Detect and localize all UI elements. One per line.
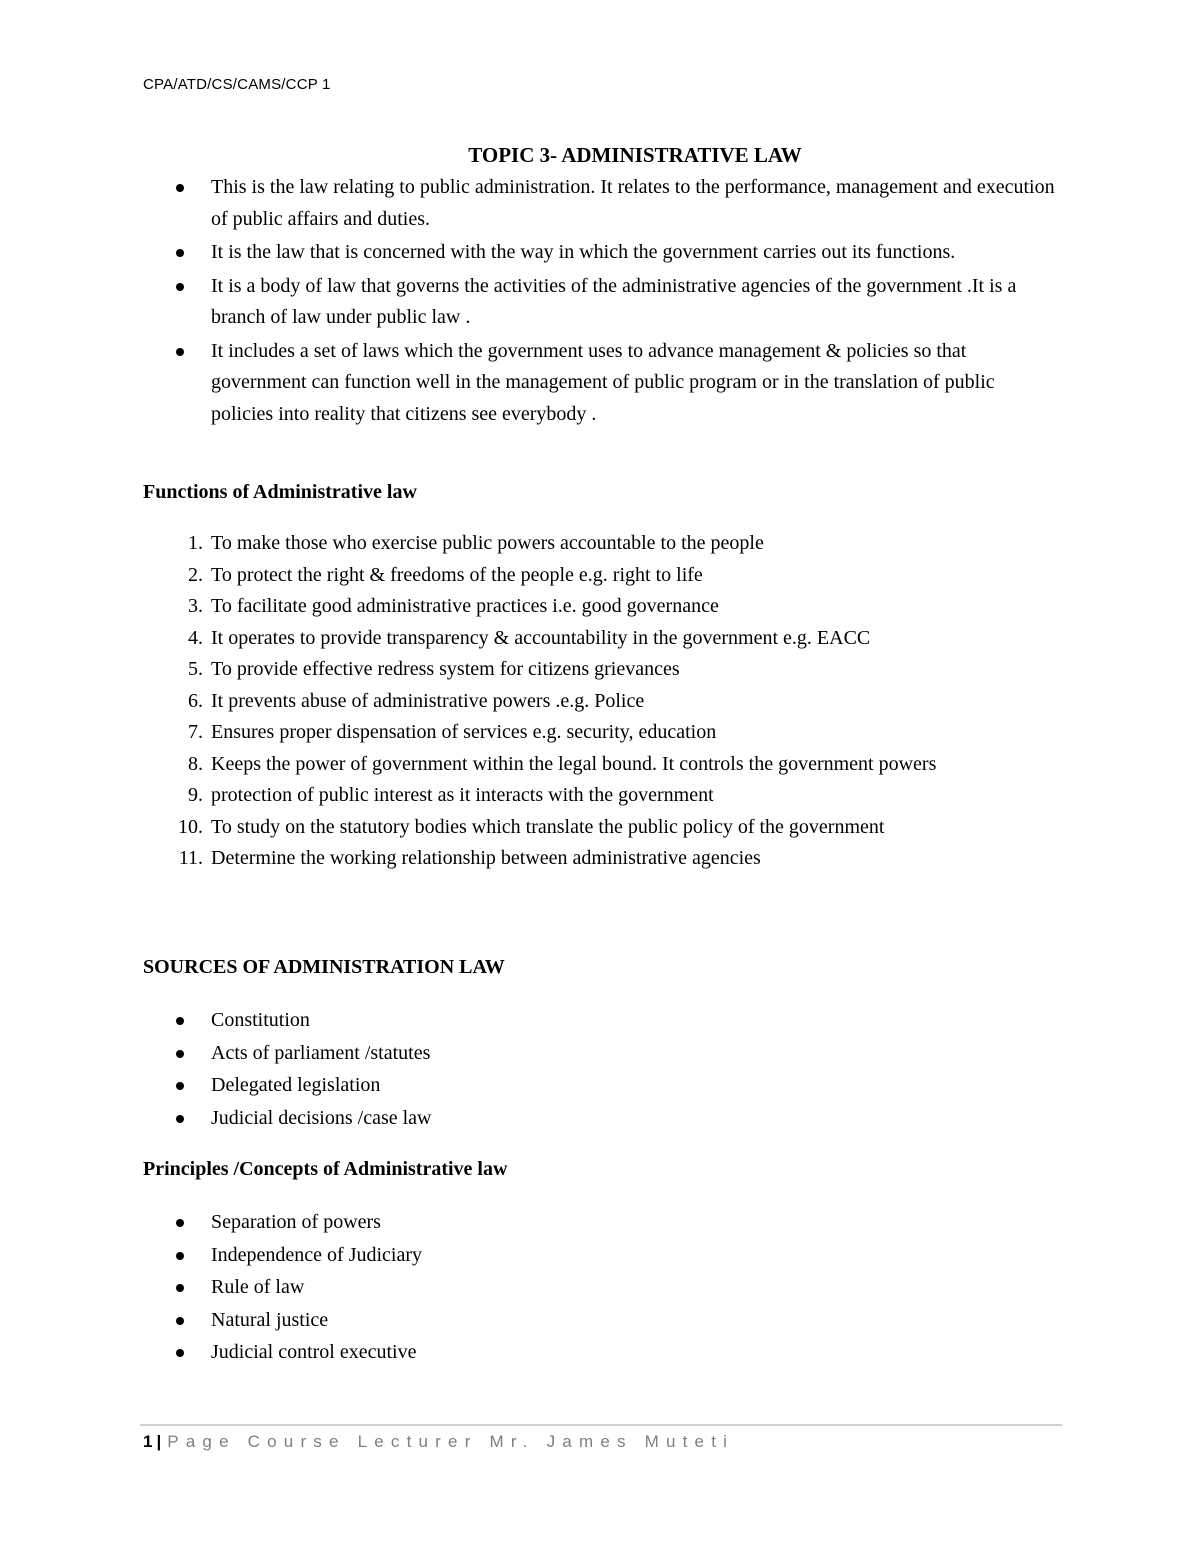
bullet-icon: [176, 1115, 184, 1123]
bullet-icon: [176, 1219, 184, 1227]
list-item: 9. protection of public interest as it interacts with the government: [188, 784, 714, 806]
footer-text: Page Course Lecturer Mr. James Muteti: [167, 1432, 735, 1451]
list-item: 6. It prevents abuse of administrative powers .e.g. Police: [188, 689, 645, 712]
list-item: 4. It operates to provide transparency & accountability in the government e.g. EACC: [188, 626, 871, 649]
page-number: 1: [143, 1432, 153, 1451]
list-item: 2. To protect the right & freedoms of the people e.g. right to life: [188, 563, 703, 586]
bullet-icon: [176, 1284, 184, 1292]
list-item: It is a body of law that governs the activities of the administrative agencies of the government .It is a branch of law under public law .: [211, 271, 1061, 334]
list-item: 11. Determine the working relationship between administrative agencies: [178, 847, 761, 869]
footer-separator: |: [156, 1432, 162, 1451]
bullet-icon: [176, 1317, 184, 1325]
list-item: 8. Keeps the power of government within the legal bound. It controls the government powers: [188, 752, 937, 775]
principles-bullet-list: [211, 1207, 1071, 1369]
principles-heading: Principles /Concepts of Administrative law: [143, 1158, 508, 1180]
intro-bullet-list: [211, 172, 1061, 430]
bullet-icon: [176, 1082, 184, 1090]
functions-list: [178, 528, 1011, 875]
bullet-icon: [176, 184, 184, 192]
bullet-icon: [176, 348, 184, 356]
bullet-icon: [176, 1252, 184, 1260]
list-item: Separation of powers: [211, 1207, 1071, 1239]
list-item: 7. Ensures proper dispensation of services e.g. security, education: [188, 721, 717, 743]
page-header: CPA/ATD/CS/CAMS/CCP 1: [143, 76, 331, 93]
bullet-icon: [176, 1349, 184, 1357]
list-item: 10. To study on the statutory bodies which translate the public policy of the government: [178, 815, 885, 838]
list-item: 5. To provide effective redress system for citizens grievances: [188, 658, 680, 680]
sources-bullet-list: [211, 1005, 1071, 1134]
list-item: It is the law that is concerned with the way in which the government carries out its functions.: [211, 237, 1061, 269]
list-item: Judicial control executive: [211, 1337, 1071, 1369]
list-item: Delegated legislation: [211, 1070, 1071, 1102]
bullet-icon: [176, 1017, 184, 1025]
list-item: Constitution: [211, 1005, 1071, 1037]
list-item: Independence of Judiciary: [211, 1240, 1071, 1272]
bullet-icon: [176, 1050, 184, 1058]
page-footer: [143, 1432, 734, 1452]
list-item: 3. To facilitate good administrative practices i.e. good governance: [188, 595, 719, 617]
list-item: Natural justice: [211, 1305, 1071, 1337]
list-item: Rule of law: [211, 1272, 1071, 1304]
bullet-icon: [176, 283, 184, 291]
footer-divider: [140, 1424, 1062, 1426]
list-item: Acts of parliament /statutes: [211, 1038, 1071, 1070]
list-item: This is the law relating to public administration. It relates to the performance, management and execution of public affairs and duties.: [211, 172, 1061, 235]
list-item: Judicial decisions /case law: [211, 1103, 1071, 1135]
page-title: TOPIC 3- ADMINISTRATIVE LAW: [468, 143, 802, 167]
sources-heading: SOURCES OF ADMINISTRATION LAW: [143, 956, 505, 978]
functions-heading: Functions of Administrative law: [143, 481, 417, 503]
bullet-icon: [176, 249, 184, 257]
list-item: 1. To make those who exercise public powers accountable to the people: [188, 532, 764, 554]
list-item: It includes a set of laws which the government uses to advance management & policies so that government can function well in the management of public program or in the translation of public policies into reality that citizens see everybody .: [211, 336, 1061, 431]
